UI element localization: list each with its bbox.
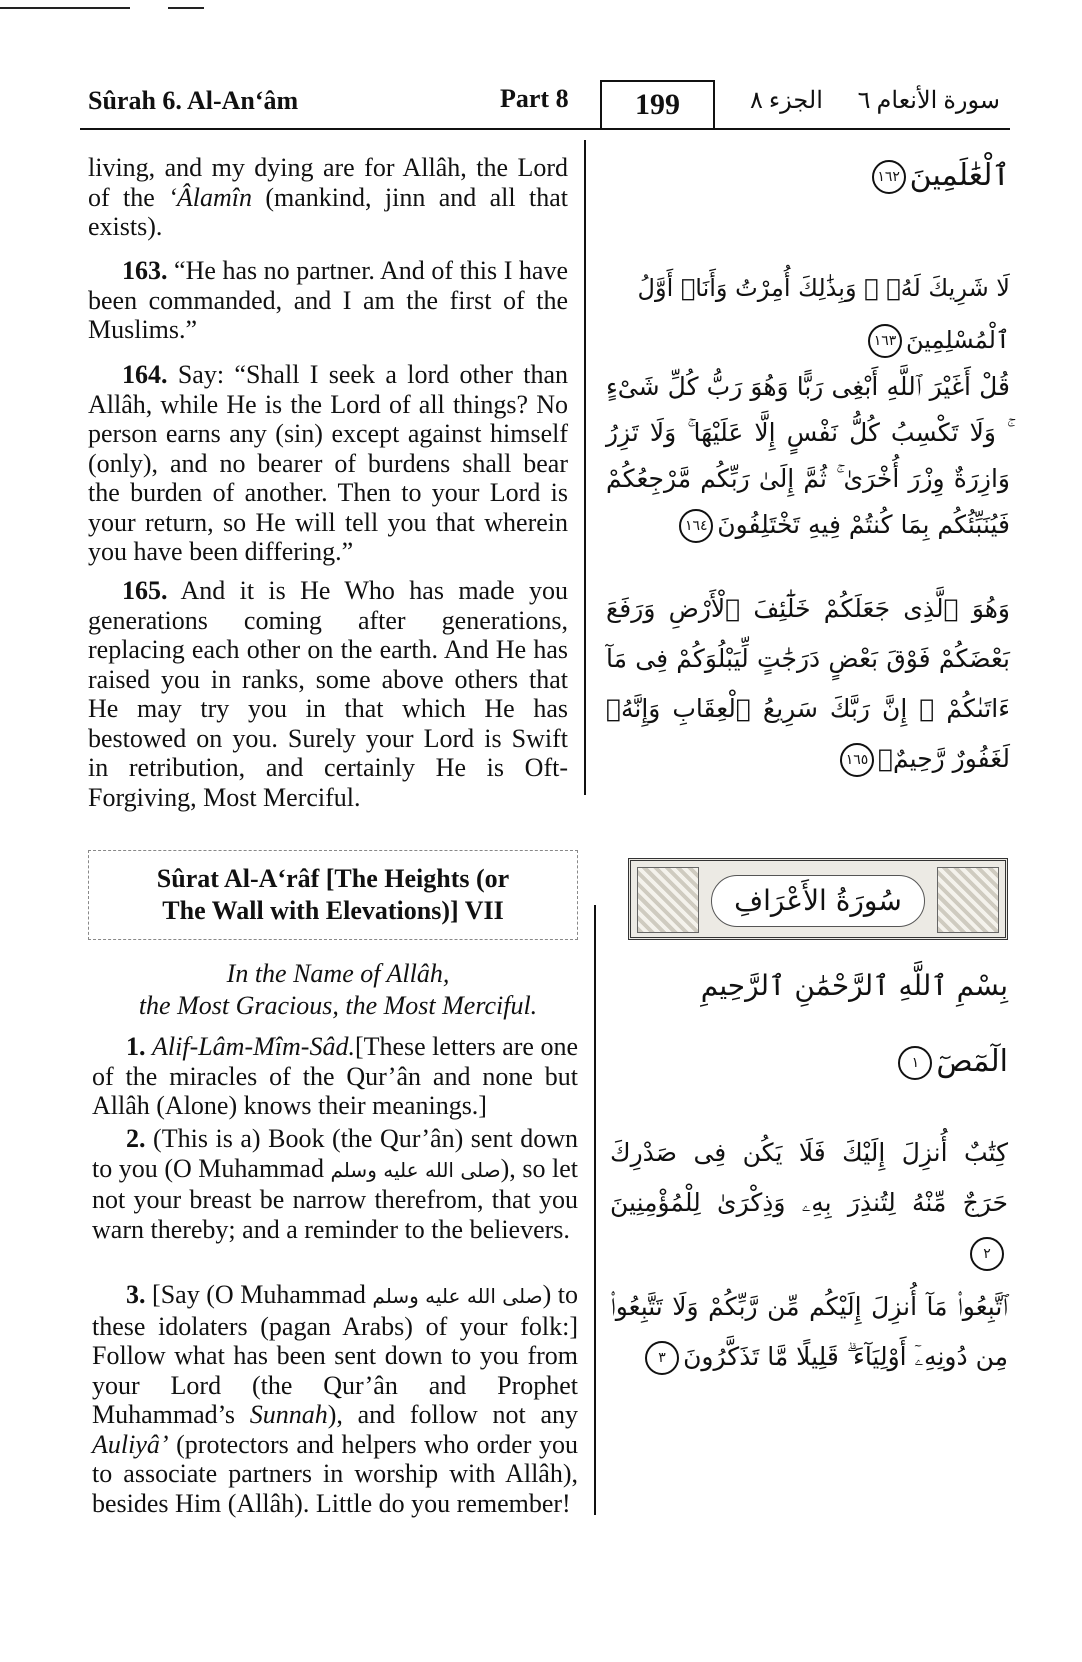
verse-165-ar: وَهُوَ ٱلَّذِى جَعَلَكُمْ خَلَٰٓئِفَ ٱلْأَرْضِ وَرَفَعَ بَعْضَكُمْ فَوْقَ بَعْضٍ دَرَجَٰتٍ لِّيَبْلُوَكُمْ فِى مَآ ءَاتَىٰكُمْ ۗ إِنَّ رَبَّكَ سَرِيعُ ٱلْعِقَابِ وَإِنَّهُۥ لَغَفُورٌ رَّحِيمٌۢ١٦٥: [606, 584, 1010, 784]
column-divider-bottom: [594, 905, 596, 1515]
verse-1-ar: الٓمٓصٓ١: [640, 1036, 1008, 1088]
basmala-ar: بِسْمِ ٱللَّهِ ٱلرَّحْمَٰنِ ٱلرَّحِيمِ: [700, 969, 1008, 1002]
verse-2-ar: كِتَٰبٌ أُنزِلَ إِلَيْكَ فَلَا يَكُن فِى صَدْرِكَ حَرَجٌ مِّنْهُ لِتُنذِرَ بِهِۦ وَذِكْرَىٰ لِلْمُؤْمِنِينَ٢: [610, 1128, 1008, 1278]
verse-3-en: 3. [Say (O Muhammad صلى الله عليه وسلم) to these idolaters (pagan Arabs) of your folk:] Follow what has been sent down to you from your Lord (the Qur’ân and Prophet Muhammad’s Sunnah), and follow not any Auliyâ’ (protectors and helpers who order you to associate partners in worship with Allâh), besides Him (Allâh). Little do you remember!: [92, 1280, 578, 1518]
basmala-en: In the Name of Allâh, the Most Gracious, the Most Merciful.: [138, 959, 538, 1020]
ayah-number-3: ٣: [645, 1341, 679, 1375]
surah-title-line2: The Wall with Elevations)] VII: [162, 896, 504, 925]
part-label-en: Part 8: [500, 84, 569, 113]
verse-1-en: 1. Alif-Lâm-Mîm-Sâd.[These letters are one of the miracles of the Qur’ân and none but Allâh (Alone) knows their meanings.]: [92, 1032, 579, 1120]
verse-164-ar: قُلْ أَغَيْرَ ٱللَّهِ أَبْغِى رَبًّا وَهُوَ رَبُّ كُلِّ شَىْءٍ ۚ وَلَا تَكْسِبُ كُلُّ نَفْسٍ إِلَّا عَلَيْهَا ۚ وَلَا تَزِرُ وَازِرَةٌ وِزْرَ أُخْرَىٰ ۚ ثُمَّ إِلَىٰ رَبِّكُم مَّرْجِعُكُمْ فَيُنَبِّئُكُم بِمَا كُنتُمْ فِيهِ تَخْتَلِفُونَ١٦٤: [606, 364, 1010, 548]
ayah-number-2: ٢: [970, 1237, 1004, 1271]
ornament-right: [937, 867, 999, 933]
top-rule: [0, 7, 130, 9]
surah-title-line1: Sûrat Al-A‘râf [The Heights (or: [156, 864, 510, 893]
verse-162-en: living, and my dying are for Allâh, the Lord of the ‘Âlamîn (mankind, jinn and all that exists).: [88, 153, 569, 241]
ornament-left: [637, 867, 699, 933]
page-header: [80, 80, 1010, 128]
column-divider-top: [584, 140, 586, 795]
header-rule: [80, 128, 1010, 130]
ayah-number-162: ١٦٢: [872, 160, 906, 194]
part-label-ar: الجزء ٨: [750, 88, 823, 114]
verse-3-ar: ٱتَّبِعُوا۟ مَآ أُنزِلَ إِلَيْكُم مِّن رَّبِّكُمْ وَلَا تَتَّبِعُوا۟ مِن دُونِهِۦٓ أَوْلِيَآءَ ۗ قَلِيلًا مَّا تَذَكَّرُونَ٣: [610, 1282, 1008, 1382]
surah-title-ar: سورة الأنعام ٦: [857, 88, 1000, 114]
ayah-number-165: ١٦٥: [840, 743, 874, 777]
top-rule-short: [168, 7, 204, 9]
verse-163-en: 163. “He has no partner. And of this I have been commanded, and I am the first of the Muslims.”: [88, 256, 568, 344]
verse-165-en: 165. And it is He Who has made you generations coming after generations, replacing each other on the earth. And He has raised you in ranks, some above others that He may try you in that which He has bestowed on you. Surely your Lord is Swift in retribution, and certainly He is Oft-Forgiving, Most Merciful.: [88, 576, 568, 812]
verse-163-ar: لَا شَرِيكَ لَهُۥ ۖ وَبِذَٰلِكَ أُمِرْتُ وَأَنَا۠ أَوَّلُ ٱلْمُسْلِمِينَ١٦٣: [606, 262, 1010, 366]
ayah-number-164: ١٦٤: [679, 509, 713, 543]
verse-2-en: 2. (This is a) Book (the Qur’ân) sent down to you (O Muhammad صلى الله عليه وسلم), so let not your breast be narrow therefrom, that you warn thereby; and a reminder to the believers.: [92, 1124, 578, 1244]
verse-162-ar: ٱلْعَٰلَمِينَ١٦٢: [640, 150, 1010, 202]
verse-164-en: 164. Say: “Shall I seek a lord other than Allâh, while He is the Lord of all things? No person earns any (sin) except against himself (only), and no bearer of burdens shall bear the burden of another. Then to your Lord is your return, so He will tell you that wherein you have been differing.”: [88, 360, 568, 566]
page-number: 199: [600, 80, 715, 128]
surah-name-ar: سُورَةُ الأَعْرَافِ: [711, 875, 925, 927]
surah-title-en: Sûrah 6. Al-An‘âm: [88, 86, 299, 115]
surah-banner: [628, 858, 1008, 940]
ayah-number-1: ١: [898, 1046, 932, 1080]
ayah-number-163: ١٦٣: [868, 324, 902, 358]
surah-title-box: [88, 850, 578, 940]
